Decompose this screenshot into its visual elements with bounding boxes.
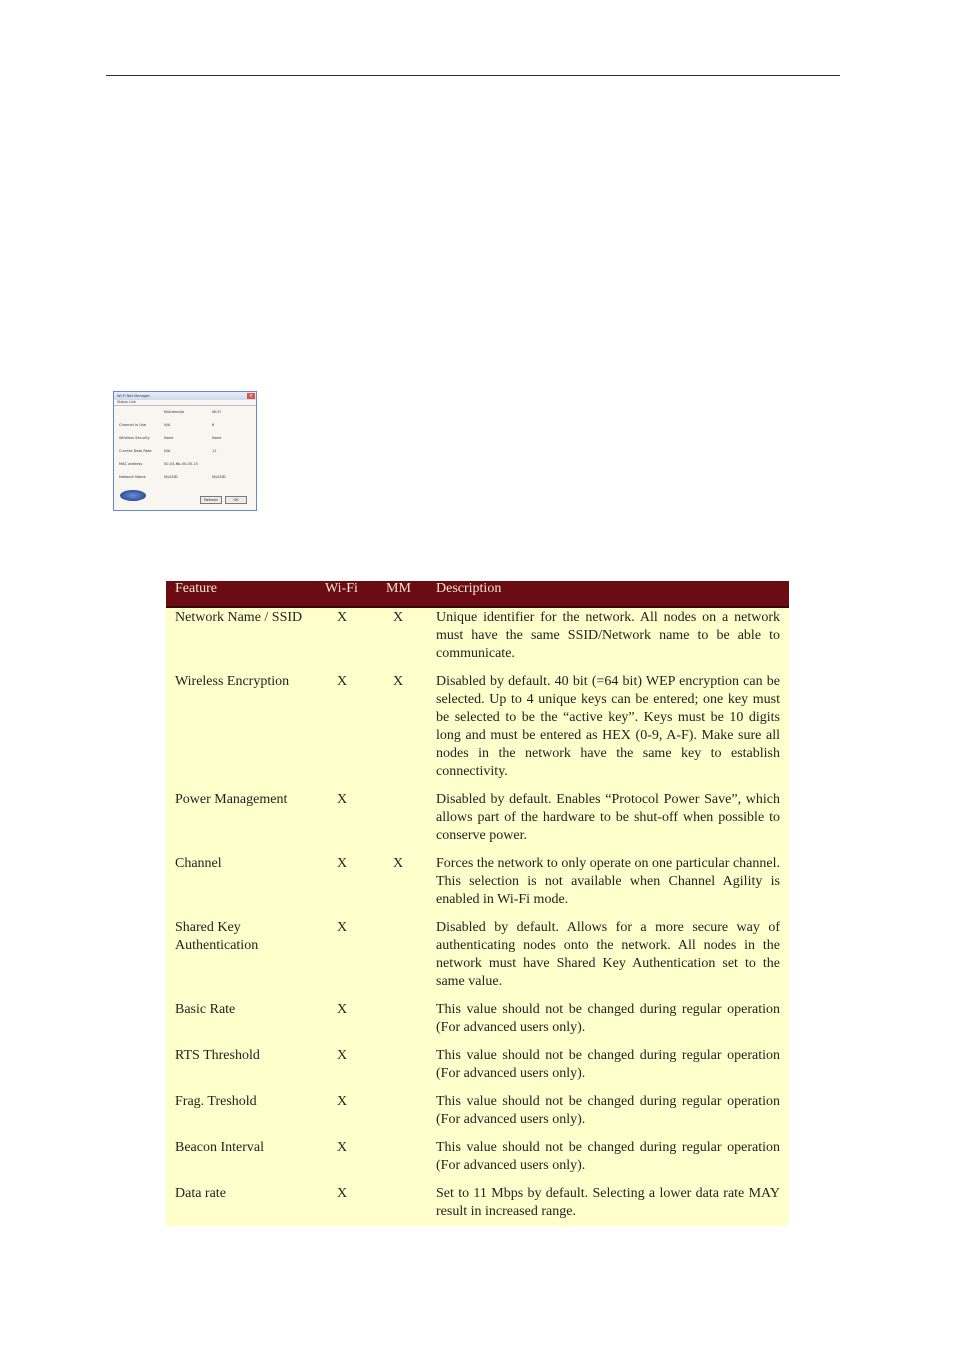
description-cell: Disabled by default. Allows for a more secure way of authenticating nodes onto the network. All nodes in the network must have Shared Key Authentication set to the same value.: [436, 920, 780, 989]
description-cell: This value should not be changed during regular operation (For advanced users only).: [436, 1140, 780, 1173]
wifi-cell: X: [337, 1002, 348, 1017]
dialog-row-wifi: 11: [212, 449, 217, 453]
wifi-cell: X: [337, 856, 348, 871]
header-rule: [106, 75, 840, 76]
wifi-cell: X: [337, 1048, 348, 1063]
feature-cell: Data rate: [175, 1186, 226, 1201]
ok-button[interactable]: OK: [225, 496, 247, 504]
description-cell: This value should not be changed during regular operation (For advanced users only).: [436, 1094, 780, 1127]
feature-cell: Power Management: [175, 792, 288, 807]
dialog-row-label: Wireless Security: [119, 436, 150, 440]
dialog-row-wifi: 6: [212, 423, 215, 427]
description-cell: Set to 11 Mbps by default. Selecting a lower data rate MAY result in increased range.: [436, 1186, 780, 1219]
description-cell: Disabled by default. 40 bit (=64 bit) WEP encryption can be selected. Up to 4 unique keys can be entered; one key must be selected to be the “active key”. Keys must be 10 digits long and must be entered as HEX (0-9, A-F). Make sure all nodes in the network have the same key to establish connectivity.: [436, 674, 780, 779]
table-header: [166, 581, 789, 608]
dialog-row-label: Channel in Use: [119, 423, 147, 427]
wifi-cell: X: [337, 920, 348, 935]
dialog-row: [119, 475, 249, 481]
description-cell: Disabled by default. Enables “Protocol Power Save”, which allows part of the hardware to be shut-off when possible to conserve power.: [436, 792, 780, 843]
dialog-row-wifi: MySSID: [212, 475, 226, 479]
brand-logo-icon: [120, 490, 146, 501]
dialog-row-mm: None: [164, 436, 174, 440]
dialog-title: Wi-Fi Net Manager: [114, 392, 256, 400]
feature-cell: Beacon Interval: [175, 1140, 265, 1155]
dialog-row-mm: N/A: [164, 449, 171, 453]
description-cell: Forces the network to only operate on one particular channel. This selection is not available when Channel Agility is enabled in Wi-Fi mode.: [436, 856, 780, 907]
header-wifi: Wi-Fi: [325, 581, 358, 596]
feature-cell: Frag. Treshold: [175, 1094, 257, 1109]
header-mm: MM: [386, 581, 411, 596]
description-cell: This value should not be changed during regular operation (For advanced users only).: [436, 1048, 780, 1081]
wifi-cell: X: [337, 1094, 348, 1109]
wifi-cell: X: [337, 610, 348, 625]
dialog-row: [119, 423, 249, 429]
wifi-cell: X: [337, 792, 348, 807]
close-icon[interactable]: ×: [248, 393, 254, 399]
dialog-row: [119, 462, 249, 468]
refresh-button[interactable]: Refresh: [200, 496, 222, 504]
dialog-row: [119, 449, 249, 455]
dialog-row-label: Network Name: [119, 475, 146, 479]
dialog-col-multimedia: Multimedia: [164, 410, 184, 414]
description-cell: Unique identifier for the network. All nodes on a network must have the same SSID/Network name to be able to communicate.: [436, 610, 780, 661]
description-cell: This value should not be changed during regular operation (For advanced users only).: [436, 1002, 780, 1035]
mm-cell: X: [393, 674, 404, 689]
feature-cell: Wireless Encryption: [175, 674, 290, 689]
dialog-row: [119, 436, 249, 442]
dialog-row-label: Current Data Rate: [119, 449, 152, 453]
dialog-header-row: [119, 410, 249, 416]
feature-cell: RTS Threshold: [175, 1048, 260, 1063]
dialog-row-mm: 00-03-6b-00-00-15: [164, 462, 198, 466]
mm-cell: X: [393, 856, 404, 871]
feature-cell: Shared Key Authentication: [175, 920, 259, 953]
feature-cell: Channel: [175, 856, 222, 871]
wifi-cell: X: [337, 674, 348, 689]
header-description: Description: [436, 581, 502, 596]
feature-cell: Network Name / SSID: [175, 610, 303, 625]
wifi-manager-dialog-thumbnail: [113, 391, 257, 511]
dialog-col-wifi: Wi-Fi: [212, 410, 221, 414]
wifi-cell: X: [337, 1186, 348, 1201]
dialog-row-label: MAC address: [119, 462, 143, 466]
dialog-tab[interactable]: Status Link: [114, 400, 256, 406]
dialog-row-wifi: None: [212, 436, 222, 440]
header-feature: Feature: [175, 581, 217, 596]
feature-cell: Basic Rate: [175, 1002, 236, 1017]
dialog-row-mm: MySSID: [164, 475, 178, 479]
feature-table: [166, 581, 789, 1226]
mm-cell: X: [393, 610, 404, 625]
dialog-row-mm: N/A: [164, 423, 171, 427]
wifi-cell: X: [337, 1140, 348, 1155]
